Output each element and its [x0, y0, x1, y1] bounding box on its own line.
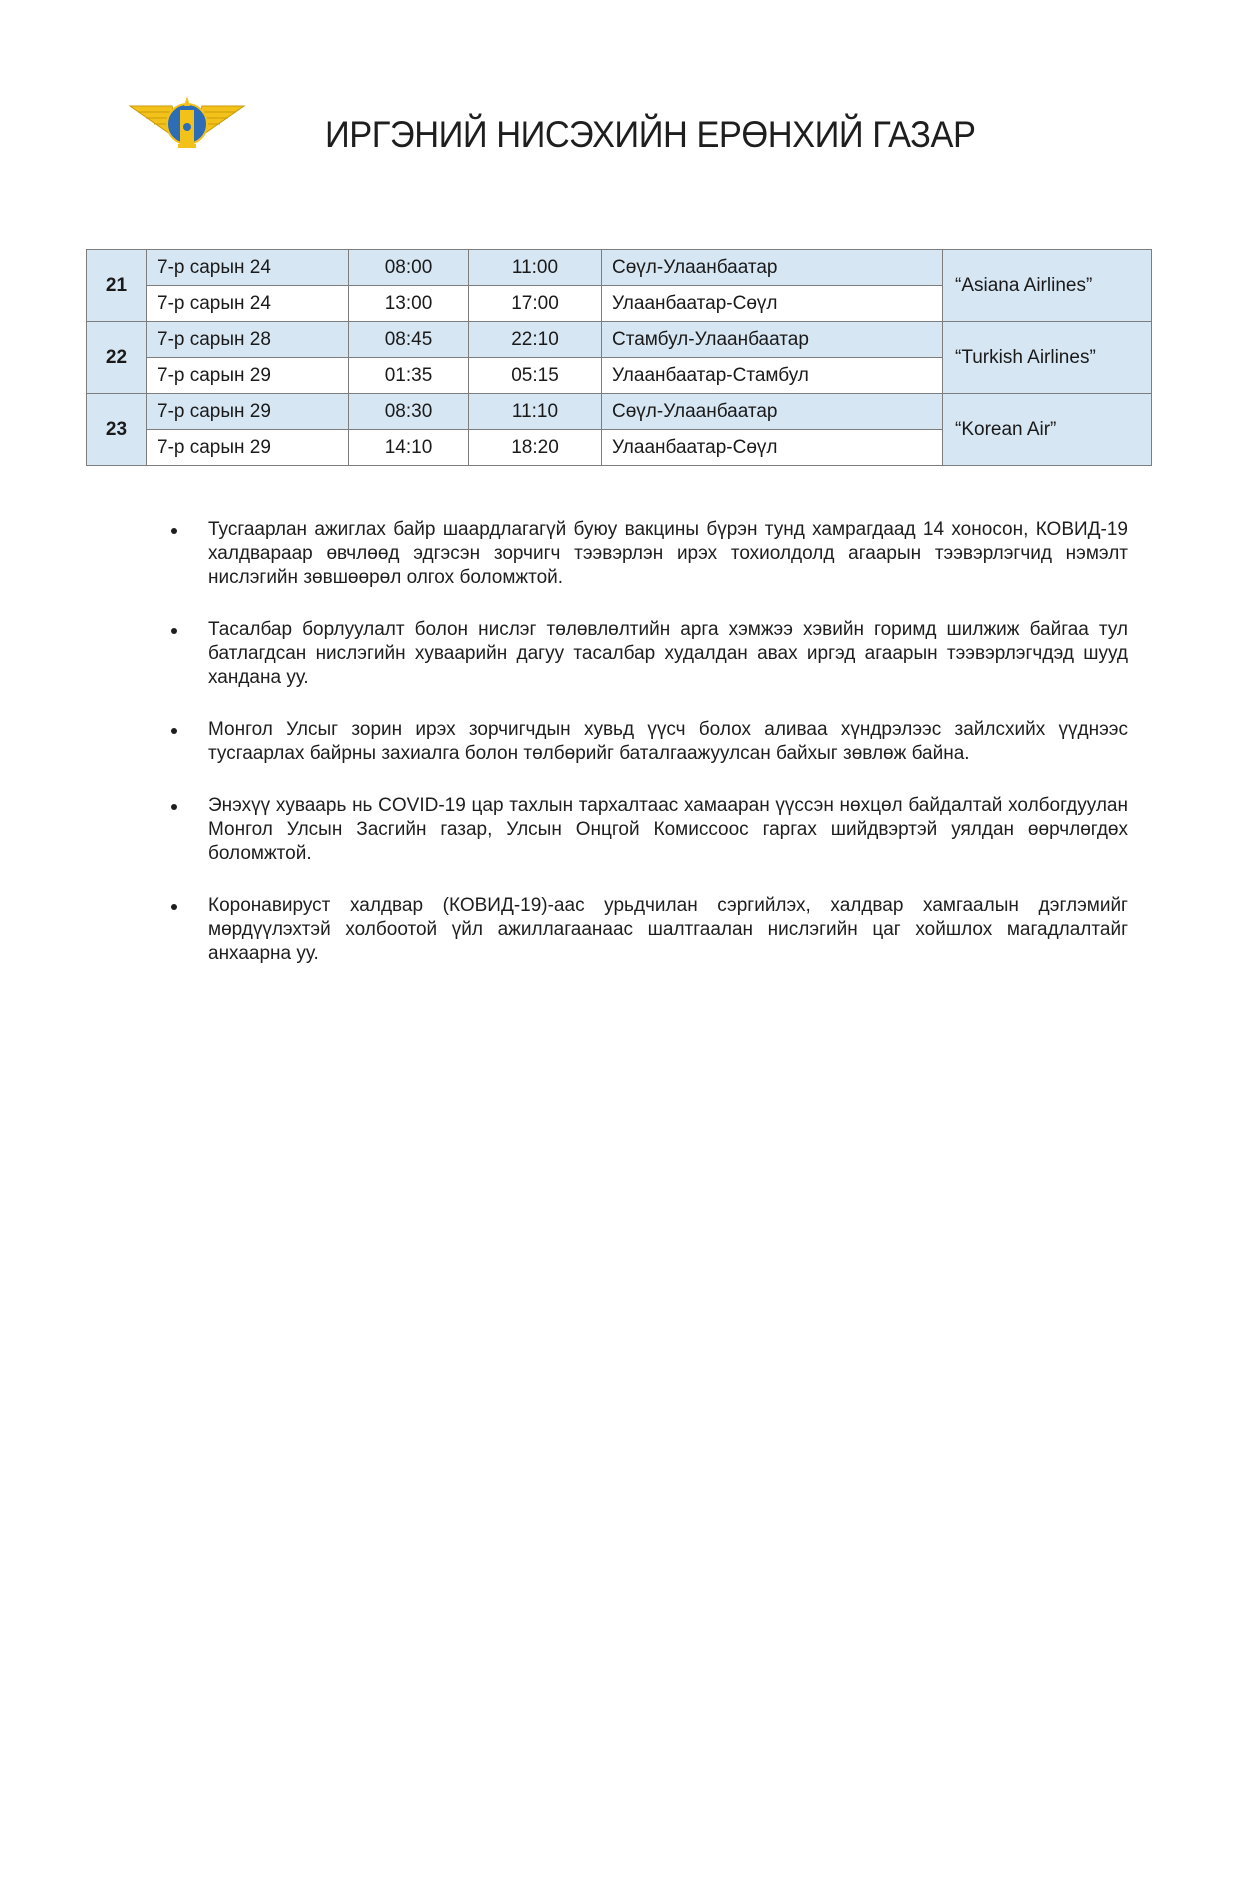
departure-time: 14:10 — [349, 430, 469, 466]
page-title: ИРГЭНИЙ НИСЭХИЙН ЕРӨНХИЙ ГАЗАР — [325, 114, 976, 155]
note-text: Энэхүү хуваарь нь COVID-19 цар тахлын тархалтаас хамааран үүссэн нөхцөл байдалтай холбогдуулан Монгол Улсын Засгийн газар, Улсын Онцгой Комиссоос гаргах шийдвэртэй уялдан өөрчлөгдөх боломжтой. — [208, 795, 1128, 864]
bullet-icon — [171, 728, 177, 734]
note-item — [170, 718, 1128, 766]
schedule-number: 21 — [87, 250, 147, 322]
note-text: Коронавируст халдвар (КОВИД-19)-аас урьдчилан сэргийлэх, халдвар хамгаалын дэглэмийг мөрдүүлэхтэй холбоотой үйл ажиллагаанаас шалтгаалан нислэгийн цаг хойшлох магадлалтайг анхаарна уу. — [208, 895, 1128, 964]
flight-date: 7-р сарын 24 — [147, 286, 349, 322]
flight-route: Сөүл-Улаанбаатар — [602, 250, 943, 286]
flight-date: 7-р сарын 29 — [147, 430, 349, 466]
airline-name: “Turkish Airlines” — [943, 322, 1152, 394]
flight-date: 7-р сарын 28 — [147, 322, 349, 358]
civil-aviation-emblem-icon — [128, 94, 246, 152]
table-row — [87, 322, 1152, 358]
departure-time: 01:35 — [349, 358, 469, 394]
schedule-number: 22 — [87, 322, 147, 394]
note-text: Монгол Улсыг зорин ирэх зорчигчдын хувьд үүсч болох аливаа хүндрэлээс зайлсхийх үүднээс тусгаарлах байрны захиалга болон төлбөрийг баталгаажуулсан байхыг зөвлөж байна. — [208, 719, 1128, 764]
bullet-icon — [171, 804, 177, 810]
note-item — [170, 794, 1128, 866]
airline-name: “Korean Air” — [943, 394, 1152, 466]
schedule-number: 23 — [87, 394, 147, 466]
departure-time: 13:00 — [349, 286, 469, 322]
table-row — [87, 394, 1152, 430]
table-row — [87, 250, 1152, 286]
flight-schedule-table — [86, 249, 1152, 466]
notes-list — [170, 518, 1128, 994]
departure-time: 08:45 — [349, 322, 469, 358]
bullet-icon — [171, 904, 177, 910]
arrival-time: 05:15 — [469, 358, 602, 394]
flight-route: Стамбул-Улаанбаатар — [602, 322, 943, 358]
arrival-time: 18:20 — [469, 430, 602, 466]
note-text: Тусгаарлан ажиглах байр шаардлагагүй буюу вакцины бүрэн тунд хамрагдаад 14 хоносон, КОВИД-19 халдвараар өвчлөөд эдгэсэн зорчигч тээвэрлэн ирэх тохиолдолд агаарын тээвэрлэгчид нэмэлт нислэгийн зөвшөөрөл олгох боломжтой. — [208, 519, 1128, 588]
departure-time: 08:30 — [349, 394, 469, 430]
note-item — [170, 518, 1128, 590]
flight-date: 7-р сарын 24 — [147, 250, 349, 286]
note-text: Тасалбар борлуулалт болон нислэг төлөвлөлтийн арга хэмжээ хэвийн горимд шилжиж байгаа тул батлагдсан нислэгийн хуваарийн дагуу тасалбар худалдан авах иргэд агаарын тээвэрлэгчдэд шууд хандана уу. — [208, 619, 1128, 688]
arrival-time: 17:00 — [469, 286, 602, 322]
bullet-icon — [171, 528, 177, 534]
arrival-time: 11:00 — [469, 250, 602, 286]
airline-name: “Asiana Airlines” — [943, 250, 1152, 322]
flight-route: Улаанбаатар-Сөүл — [602, 286, 943, 322]
flight-date: 7-р сарын 29 — [147, 358, 349, 394]
departure-time: 08:00 — [349, 250, 469, 286]
arrival-time: 11:10 — [469, 394, 602, 430]
note-item — [170, 618, 1128, 690]
note-item — [170, 894, 1128, 966]
flight-date: 7-р сарын 29 — [147, 394, 349, 430]
flight-route: Сөүл-Улаанбаатар — [602, 394, 943, 430]
arrival-time: 22:10 — [469, 322, 602, 358]
flight-route: Улаанбаатар-Сөүл — [602, 430, 943, 466]
bullet-icon — [171, 628, 177, 634]
flight-route: Улаанбаатар-Стамбул — [602, 358, 943, 394]
